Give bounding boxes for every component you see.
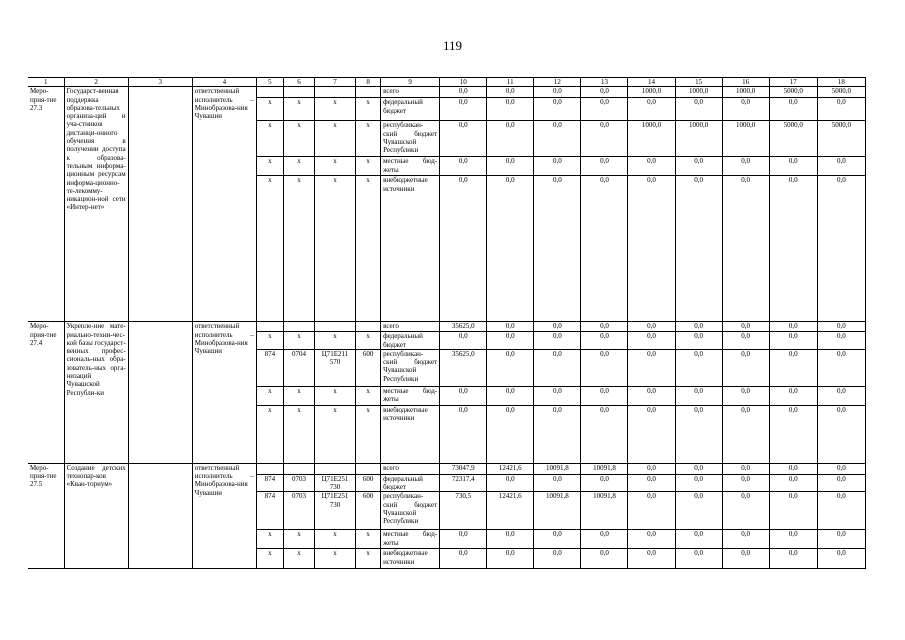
amount-cell: 0,0 [534,332,581,350]
amount-cell: 0,0 [769,530,817,549]
funding-source: республикан-ский бюджет Чувашской Республики [381,492,440,530]
amount-cell: 0,0 [440,530,487,549]
amount-cell: 0,0 [817,386,865,405]
column-number: 17 [769,78,817,87]
measure-name: Создание детских технопар-ков «Кван-ториум» [64,463,128,569]
amount-cell: 73047,9 [440,463,487,474]
amount-cell: 0,0 [769,463,817,474]
amount-cell: 0,0 [675,405,722,463]
amount-cell: 1000,0 [675,121,722,157]
budget-code-c5: x [256,332,283,350]
amount-cell: 0,0 [581,332,628,350]
amount-cell: 0,0 [722,176,769,322]
amount-cell: 0,0 [440,157,487,176]
amount-cell: 0,0 [722,474,769,492]
column-number: 14 [628,78,675,87]
amount-cell: 0,0 [769,98,817,121]
amount-cell: 0,0 [769,322,817,332]
amount-cell: 0,0 [440,87,487,98]
amount-cell: 0,0 [675,492,722,530]
amount-cell: 0,0 [628,332,675,350]
column-number: 3 [128,78,192,87]
amount-cell: 0,0 [440,405,487,463]
amount-cell: 5000,0 [769,121,817,157]
amount-cell: 35625,0 [440,349,487,386]
amount-cell: 0,0 [817,322,865,332]
funding-source: местные бюд-жеты [381,386,440,405]
amount-cell: 0,0 [487,530,534,549]
amount-cell: 0,0 [581,386,628,405]
funding-source: республикан-ский бюджет Чувашской Республики [381,121,440,157]
amount-cell: 0,0 [628,549,675,569]
amount-cell: 0,0 [534,157,581,176]
amount-cell: 0,0 [722,322,769,332]
amount-cell: 0,0 [440,549,487,569]
budget-code-c6: x [283,176,314,322]
measure-executor: ответственный исполнитель – Минобразова-ния Чувашии [192,87,256,322]
amount-cell: 0,0 [534,121,581,157]
amount-cell: 0,0 [817,332,865,350]
budget-code-c5: x [256,98,283,121]
funding-source: всего [381,322,440,332]
amount-cell: 0,0 [817,349,865,386]
amount-cell: 0,0 [487,386,534,405]
amount-cell: 0,0 [487,405,534,463]
amount-cell: 0,0 [581,549,628,569]
amount-cell: 0,0 [675,463,722,474]
column-number-row [28,78,866,87]
table-row [28,87,866,98]
funding-source: местные бюд-жеты [381,530,440,549]
budget-code-c6: 0703 [283,492,314,530]
amount-cell: 0,0 [487,176,534,322]
budget-code-c5 [256,463,283,474]
measure-name: Укрепле-ние мате-риально-техни-чес-кой базы государст-венных профес-сиональ-ных обра-зователь-ных орга-низаций Чувашской Республи-ки [64,322,128,464]
budget-code-c6: x [283,157,314,176]
budget-code-c8: 600 [356,492,381,530]
amount-cell: 5000,0 [817,87,865,98]
budget-code-c5: x [256,530,283,549]
amount-cell: 0,0 [628,157,675,176]
amount-cell: 0,0 [675,176,722,322]
amount-cell: 0,0 [769,157,817,176]
amount-cell: 0,0 [817,176,865,322]
amount-cell: 0,0 [722,386,769,405]
amount-cell: 12421,6 [487,492,534,530]
budget-code-c8: x [356,176,381,322]
column-number: 12 [534,78,581,87]
amount-cell: 0,0 [581,474,628,492]
funding-source: федеральный бюджет [381,332,440,350]
budget-code-c6: x [283,386,314,405]
amount-cell: 0,0 [581,87,628,98]
budget-code-c7: Ц71Е251 730 [314,492,355,530]
amount-cell: 0,0 [722,492,769,530]
column-number: 13 [581,78,628,87]
budget-code-c7: x [314,530,355,549]
budget-code-c6: x [283,98,314,121]
budget-code-c6 [283,322,314,332]
budget-code-c8: 600 [356,349,381,386]
amount-cell: 0,0 [675,332,722,350]
budget-code-c6: 0703 [283,474,314,492]
column-number: 9 [381,78,440,87]
amount-cell: 0,0 [581,322,628,332]
amount-cell: 0,0 [487,549,534,569]
column-number: 8 [356,78,381,87]
amount-cell: 0,0 [628,386,675,405]
amount-cell: 0,0 [817,492,865,530]
amount-cell: 0,0 [769,349,817,386]
amount-cell: 0,0 [534,530,581,549]
table-row [28,463,866,474]
amount-cell: 0,0 [628,176,675,322]
amount-cell: 0,0 [440,176,487,322]
budget-code-c5: 874 [256,474,283,492]
column-number: 18 [817,78,865,87]
amount-cell: 0,0 [440,98,487,121]
column-number: 10 [440,78,487,87]
amount-cell: 0,0 [581,121,628,157]
amount-cell: 10091,8 [534,492,581,530]
amount-cell: 0,0 [769,405,817,463]
amount-cell: 0,0 [487,332,534,350]
amount-cell: 0,0 [581,530,628,549]
budget-code-c5 [256,87,283,98]
amount-cell: 0,0 [534,386,581,405]
amount-cell: 0,0 [534,98,581,121]
measure-name: Государст-венная поддержка образова-тельных организа-ций и уча-стников дистанци-онного обучения в получении доступа к образова-тельным информа-ционным ресурсам информа-ционно-те-лекомму-никацион-ной сети «Интер-нет» [64,87,128,322]
budget-code-c8 [356,87,381,98]
amount-cell: 0,0 [534,176,581,322]
amount-cell: 0,0 [581,405,628,463]
amount-cell: 0,0 [722,530,769,549]
amount-cell: 0,0 [534,322,581,332]
budget-code-c7: x [314,386,355,405]
budget-code-c7 [314,463,355,474]
budget-code-c7: x [314,121,355,157]
funding-source: федеральный бюджет [381,98,440,121]
budget-code-c5: x [256,121,283,157]
measure-code: Меро-прия-тие 27.5 [28,463,64,569]
amount-cell: 0,0 [534,474,581,492]
amount-cell: 0,0 [628,349,675,386]
amount-cell: 0,0 [769,332,817,350]
budget-code-c5: x [256,176,283,322]
amount-cell: 0,0 [769,176,817,322]
budget-code-c8 [356,463,381,474]
amount-cell: 0,0 [769,549,817,569]
amount-cell: 0,0 [628,474,675,492]
funding-source: местные бюд-жеты [381,157,440,176]
amount-cell: 0,0 [628,405,675,463]
amount-cell: 0,0 [769,474,817,492]
amount-cell: 0,0 [769,386,817,405]
amount-cell: 0,0 [581,349,628,386]
amount-cell: 0,0 [628,463,675,474]
budget-code-c5: 874 [256,492,283,530]
budget-code-c8: x [356,549,381,569]
budget-code-c8: x [356,121,381,157]
amount-cell: 0,0 [675,386,722,405]
amount-cell: 5000,0 [769,87,817,98]
amount-cell: 0,0 [628,322,675,332]
measure-code: Меро-прия-тие 27.3 [28,87,64,322]
amount-cell: 5000,0 [817,121,865,157]
column-number: 2 [64,78,128,87]
budget-code-c8: x [356,386,381,405]
budget-code-c5: x [256,157,283,176]
column-number: 7 [314,78,355,87]
budget-code-c8: x [356,405,381,463]
amount-cell: 0,0 [722,463,769,474]
amount-cell: 0,0 [675,474,722,492]
amount-cell: 0,0 [722,349,769,386]
amount-cell: 0,0 [817,549,865,569]
budget-code-c6 [283,87,314,98]
amount-cell: 0,0 [487,157,534,176]
amount-cell: 1000,0 [628,121,675,157]
amount-cell: 0,0 [581,98,628,121]
budget-code-c5: x [256,549,283,569]
amount-cell: 0,0 [534,87,581,98]
budget-code-c6: x [283,332,314,350]
amount-cell: 0,0 [487,121,534,157]
budget-code-c7: x [314,405,355,463]
amount-cell: 0,0 [534,405,581,463]
table-row [28,322,866,332]
amount-cell: 0,0 [487,322,534,332]
amount-cell: 12421,6 [487,463,534,474]
funding-source: внебюджетные источники [381,549,440,569]
column-number: 1 [28,78,64,87]
funding-source: внебюджетные источники [381,176,440,322]
amount-cell: 0,0 [487,98,534,121]
amount-cell: 0,0 [817,463,865,474]
page-number: 119 [442,38,463,53]
budget-code-c6: x [283,549,314,569]
amount-cell: 0,0 [581,176,628,322]
budget-code-c6: x [283,121,314,157]
amount-cell: 0,0 [440,386,487,405]
measure-executor: ответственный исполнитель – Минобразова-ния Чувашии [192,322,256,464]
amount-cell: 0,0 [628,530,675,549]
column-number: 4 [192,78,256,87]
budget-code-c7: x [314,98,355,121]
amount-cell: 0,0 [817,530,865,549]
amount-cell: 0,0 [722,157,769,176]
column-number: 5 [256,78,283,87]
funding-source: всего [381,87,440,98]
amount-cell: 0,0 [628,492,675,530]
amount-cell: 1000,0 [722,87,769,98]
budget-table [28,77,866,569]
column-number: 11 [487,78,534,87]
amount-cell: 10091,8 [581,463,628,474]
budget-code-c7: Ц71Е211 570 [314,349,355,386]
amount-cell: 0,0 [722,98,769,121]
amount-cell: 0,0 [675,157,722,176]
funding-source: республикан-ский бюджет Чувашской Республики [381,349,440,386]
budget-code-c5: x [256,386,283,405]
amount-cell: 0,0 [817,98,865,121]
amount-cell: 0,0 [722,549,769,569]
amount-cell: 1000,0 [722,121,769,157]
budget-code-c5: 874 [256,349,283,386]
budget-code-c6 [283,463,314,474]
budget-code-c8: x [356,332,381,350]
budget-code-c8: x [356,530,381,549]
column-number: 15 [675,78,722,87]
measure-executor: ответственный исполнитель – Минобразова-ния Чувашии [192,463,256,569]
budget-code-c8 [356,322,381,332]
amount-cell: 0,0 [440,332,487,350]
amount-cell: 0,0 [487,474,534,492]
amount-cell: 1000,0 [675,87,722,98]
amount-cell: 10091,8 [534,463,581,474]
amount-cell: 0,0 [675,549,722,569]
measure-empty-col [128,87,192,322]
amount-cell: 0,0 [581,157,628,176]
amount-cell: 10091,8 [581,492,628,530]
amount-cell: 730,5 [440,492,487,530]
budget-code-c8: x [356,98,381,121]
amount-cell: 0,0 [628,98,675,121]
amount-cell: 0,0 [675,349,722,386]
amount-cell: 0,0 [817,405,865,463]
funding-source: федеральный бюджет [381,474,440,492]
budget-code-c6: 0704 [283,349,314,386]
measure-empty-col [128,463,192,569]
funding-source: внебюджетные источники [381,405,440,463]
amount-cell: 0,0 [440,121,487,157]
funding-source: всего [381,463,440,474]
amount-cell: 0,0 [675,530,722,549]
column-number: 6 [283,78,314,87]
amount-cell: 0,0 [817,474,865,492]
measure-code: Меро-прия-тие 27.4 [28,322,64,464]
amount-cell: 0,0 [534,349,581,386]
amount-cell: 0,0 [817,157,865,176]
budget-code-c5 [256,322,283,332]
budget-code-c5: x [256,405,283,463]
amount-cell: 0,0 [675,98,722,121]
amount-cell: 1000,0 [628,87,675,98]
amount-cell: 0,0 [487,349,534,386]
budget-code-c7: x [314,157,355,176]
amount-cell: 0,0 [722,332,769,350]
budget-code-c7: Ц71Е251 730 [314,474,355,492]
budget-code-c6: x [283,530,314,549]
budget-code-c6: x [283,405,314,463]
budget-code-c8: x [356,157,381,176]
amount-cell: 0,0 [722,405,769,463]
amount-cell: 0,0 [534,549,581,569]
amount-cell: 72317,4 [440,474,487,492]
budget-code-c7: x [314,176,355,322]
budget-code-c7 [314,87,355,98]
budget-code-c7 [314,322,355,332]
budget-code-c8: 600 [356,474,381,492]
amount-cell: 0,0 [769,492,817,530]
amount-cell: 0,0 [675,322,722,332]
amount-cell: 0,0 [487,87,534,98]
budget-code-c7: x [314,549,355,569]
budget-code-c7: x [314,332,355,350]
amount-cell: 35625,0 [440,322,487,332]
column-number: 16 [722,78,769,87]
measure-empty-col [128,322,192,464]
